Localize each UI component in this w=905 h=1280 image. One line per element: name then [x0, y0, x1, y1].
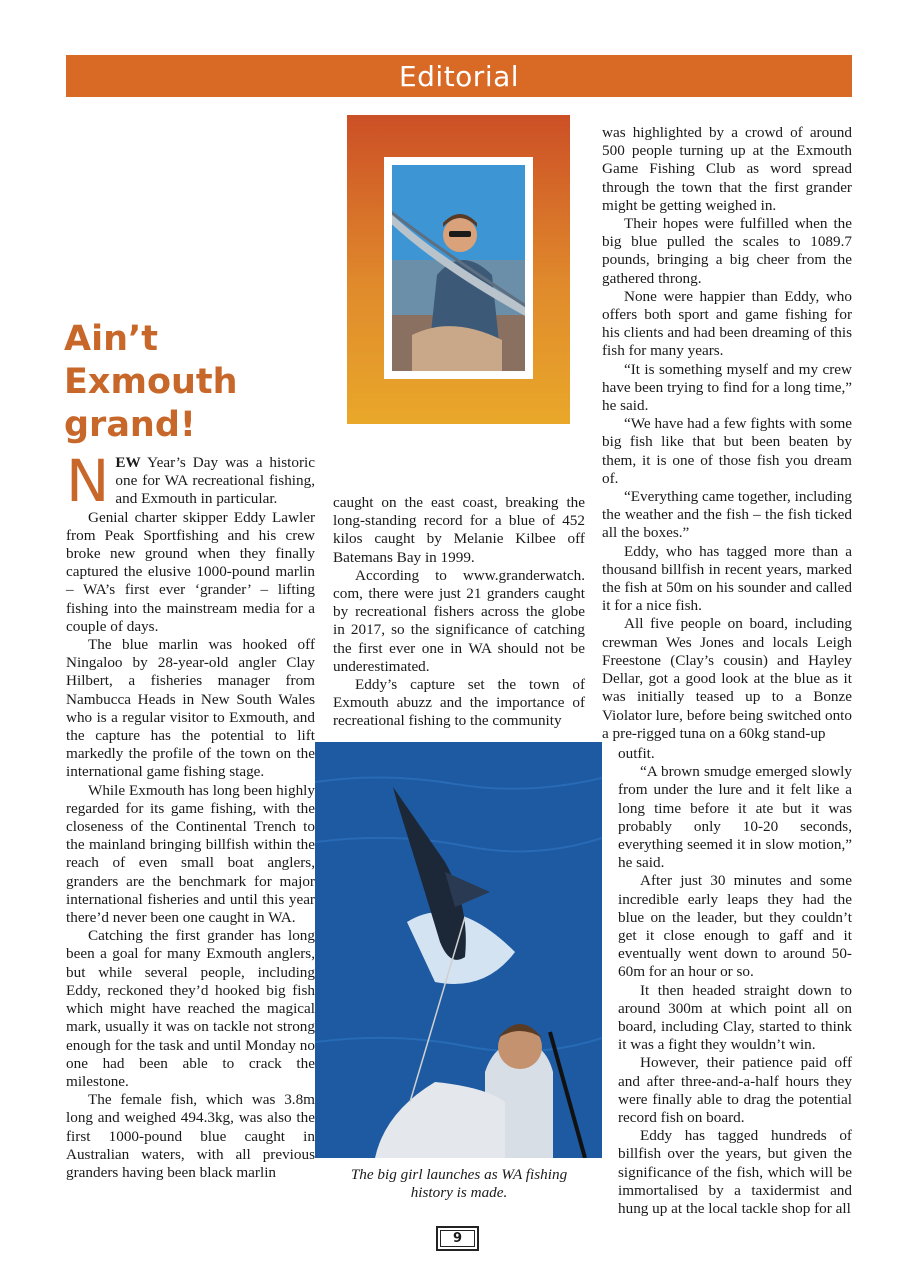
- photo-white-border: [384, 157, 533, 379]
- lead-caps: EW: [115, 454, 141, 471]
- paragraph: Catching the first grander has long been a goal for many Exmouth anglers, but while several people, including Eddy, reckoned they’d hooked big fish which might have reached the magical mark, usually it was on tackle not strong enough for the task and until Monday no one had been able to crack the milestone.: [66, 927, 315, 1090]
- paragraph: While Exmouth has long been highly regarded for its game fishing, with the closeness of the Continental Trench to the mainland bringing billfish within the reach of even small boat anglers, granders are the benchmark for major international fisheries and until this year there’d never been one caught in WA.: [66, 781, 315, 927]
- lead-paragraph: [66, 447, 315, 515]
- paragraph: caught on the east coast, breaking the long-standing record for a blue of 452 kilos caught by Melanie Kilbee off Batemans Bay in 1999.: [333, 494, 585, 566]
- quote-paragraph: “It is something myself and my crew have been trying to find for a long time,” he said.: [602, 360, 852, 415]
- photo-caption: The big girl launches as WA fishing history is made.: [350, 1166, 568, 1202]
- paragraph: It then headed straight down to around 300m at which point all on board, including Clay, started to think it was a fight they wouldn’t win.: [618, 981, 852, 1054]
- article-column-3-bottom: [618, 745, 852, 1218]
- paragraph: Eddy, who has tagged more than a thousand billfish in recent years, marked the fish at 50m on his sounder and called it for a nice fish.: [602, 542, 852, 615]
- marlin-illustration: [315, 742, 602, 1158]
- angler-photo-frame: [347, 115, 570, 424]
- marlin-jumping-photo: [315, 742, 602, 1158]
- paragraph: Genial charter skipper Eddy Lawler from Peak Sportfishing and his crew broke new ground when they finally captured the elusive 1000-pound marlin – WA’s first ever ‘grander’ – lifting fishing into the mainstream media for a couple of days.: [66, 508, 315, 635]
- paragraph: Eddy has tagged hundreds of billfish over the years, but given the significance of the fish, which will be immortalised by a taxidermist and hung up at the local tackle shop for all: [618, 1127, 852, 1218]
- article-column-3-top: [602, 124, 852, 743]
- paragraph: All five people on board, including crewman Wes Jones and locals Leigh Freestone (Clay’s cousin) and Hayley Dellar, got a good look at the blue as it was initially teased up to a Bonze Violator lure, before being switched onto a pre-rigged tuna on a 60kg stand-up: [602, 615, 852, 742]
- article-column-2: [333, 494, 585, 731]
- angler-with-fish-photo: [392, 165, 525, 371]
- paragraph: was highlighted by a crowd of around 500 people turning up at the Exmouth Game Fishing Club as word spread through the town that the first grander might be getting weighed in.: [602, 124, 852, 214]
- headline-line-2: Exmouth: [64, 362, 238, 402]
- section-banner: [66, 55, 852, 97]
- section-label: Editorial: [398, 59, 520, 93]
- paragraph: outfit.: [618, 745, 655, 762]
- article-headline: [64, 318, 314, 447]
- paragraph: The blue marlin was hooked off Ningaloo by 28-year-old angler Clay Hilbert, a fisheries manager from Nambucca Heads in New South Wales who is a regular visitor to Exmouth, and the capture has the potential to lift markedly the profile of the town on the international game fishing stage.: [66, 636, 315, 781]
- paragraph: According to www.granderwatch. com, there were just 21 granders caught by recreational fishers across the globe in 2017, so the significance of catching the first ever one in WA should not be underestimated.: [333, 566, 585, 675]
- article-column-1: [66, 447, 315, 1182]
- paragraph: However, their patience paid off and after three-and-a-half hours they were finally able to drag the potential record fish on board.: [618, 1054, 852, 1127]
- quote-paragraph: “We have had a few fights with some big fish like that but been beaten by them, it is one of those fish you dream of.: [602, 415, 852, 487]
- quote-paragraph: “A brown smudge emerged slowly from under the lure and it felt like a long time before it ate but it was probably only 10-20 seconds, everything seemed it in slow motion,” he said.: [618, 763, 852, 872]
- drop-cap: N: [66, 447, 110, 515]
- headline-line-3: grand!: [64, 405, 196, 445]
- page-number: 9: [436, 1226, 479, 1251]
- quote-paragraph: “Everything came together, including the weather and the fish – the fish ticked all the boxes.”: [602, 488, 852, 542]
- paragraph: None were happier than Eddy, who offers both sport and game fishing for his clients and had been dreaming of this fish for many years.: [602, 287, 852, 360]
- lead-text: Year’s Day was a historic one for WA recreational fishing, and Exmouth in particular.: [115, 454, 315, 508]
- paragraph: The female fish, which was 3.8m long and weighed 494.3kg, was also the first 1000-pound blue caught in Australian waters, with all previous granders having been black marlin: [66, 1091, 315, 1181]
- headline-line-1: Ain’t: [64, 319, 159, 359]
- paragraph: Their hopes were fulfilled when the big blue pulled the scales to 1089.7 pounds, bringing a big cheer from the gathered throng.: [602, 215, 852, 287]
- angler-illustration: [392, 165, 525, 371]
- paragraph: After just 30 minutes and some incredible early leaps they had the blue on the leader, but they couldn’t get it close enough to gaff and it eventually went down to around 50-60m for an hour or so.: [618, 872, 852, 981]
- paragraph: Eddy’s capture set the town of Exmouth abuzz and the importance of recreational fishing to the community: [333, 676, 585, 730]
